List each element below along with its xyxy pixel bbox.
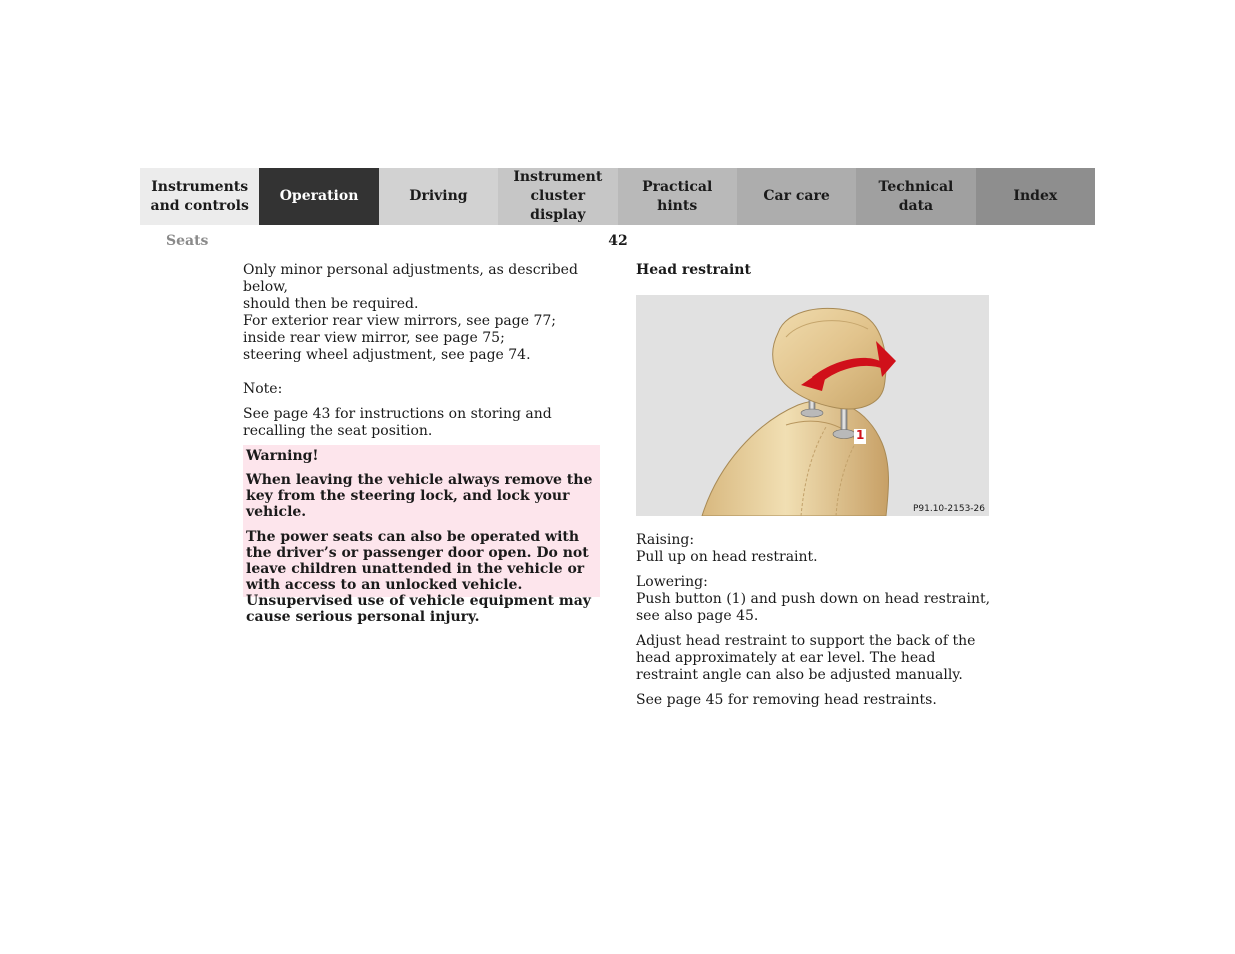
- warning-box: [243, 445, 600, 625]
- lowering-text: Push button (1) and push down on head restraint, see also page 45.: [636, 591, 991, 624]
- left-column: [243, 262, 603, 440]
- head-restraint-heading: Head restraint: [636, 262, 751, 278]
- raising-text: Pull up on head restraint.: [636, 549, 818, 565]
- right-column-heading: [636, 262, 996, 279]
- tab-instruments-and-controls[interactable]: Instruments and controls: [140, 168, 259, 225]
- tab-driving[interactable]: Driving: [379, 168, 498, 225]
- tab-operation[interactable]: Operation: [259, 168, 378, 225]
- tab-technical-data[interactable]: Technical data: [856, 168, 975, 225]
- page-number: 42: [608, 233, 628, 249]
- note-text: See page 43 for instructions on storing and recalling the seat position.: [243, 406, 552, 439]
- raising-block: [636, 532, 996, 566]
- figure-code: P91.10-2153-26: [912, 504, 985, 514]
- adjust-paragraph: [636, 633, 996, 684]
- intro-line: Only minor personal adjustments, as described below,: [243, 262, 578, 295]
- warning-paragraph: The power seats can also be operated with the driver’s or passenger door open. Do not leave children unattended in the vehicle or with access to an unlocked vehicle. Unsupervised use of vehicle equipment may cause serious personal injury.: [246, 529, 591, 625]
- intro-line: steering wheel adjustment, see page 74.: [243, 347, 531, 363]
- callout-label: 1: [856, 428, 865, 442]
- removing-paragraph: [636, 692, 996, 709]
- section-title: Seats: [166, 233, 209, 249]
- tab-instrument-cluster-display[interactable]: Instrument cluster display: [498, 168, 617, 225]
- intro-line: For exterior rear view mirrors, see page 77;: [243, 313, 557, 329]
- lowering-block: [636, 574, 996, 625]
- tab-car-care[interactable]: Car care: [737, 168, 856, 225]
- adjust-text: Adjust head restraint to support the back of the head approximately at ear level. The head restraint angle can also be adjusted manually.: [636, 633, 976, 683]
- chapter-tab-bar: [140, 168, 1095, 225]
- warning-paragraph: When leaving the vehicle always remove the key from the steering lock, and lock your vehicle.: [246, 472, 593, 520]
- intro-line: should then be required.: [243, 296, 419, 312]
- lowering-label: Lowering:: [636, 574, 708, 590]
- seat-illustration: [636, 295, 989, 516]
- intro-line: inside rear view mirror, see page 75;: [243, 330, 505, 346]
- note-label: Note:: [243, 381, 283, 397]
- warning-title: Warning!: [246, 448, 319, 464]
- removing-text: See page 45 for removing head restraints.: [636, 692, 937, 708]
- head-restraint-figure: [636, 295, 989, 516]
- tab-index[interactable]: Index: [976, 168, 1095, 225]
- raising-label: Raising:: [636, 532, 695, 548]
- tab-practical-hints[interactable]: Practical hints: [618, 168, 737, 225]
